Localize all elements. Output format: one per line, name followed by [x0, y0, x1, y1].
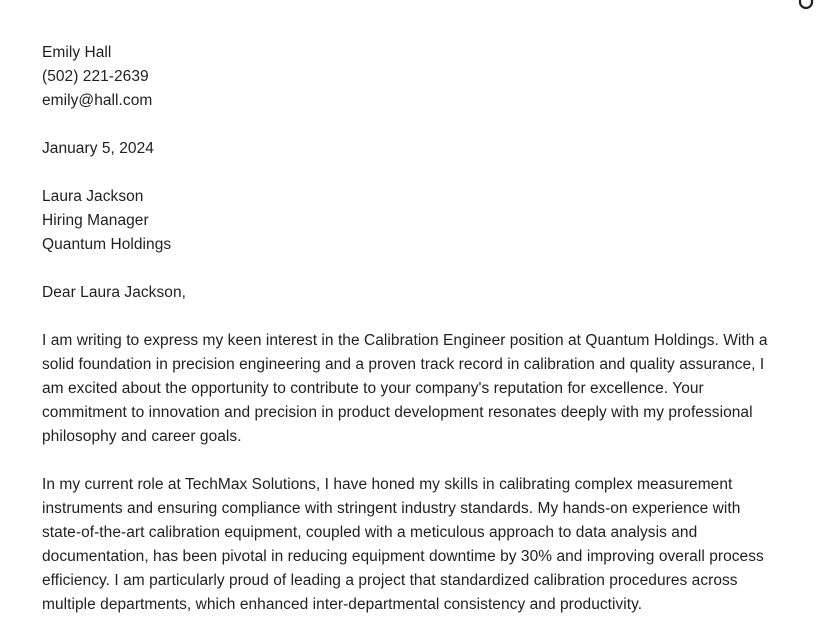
sender-email: emily@hall.com: [42, 92, 153, 109]
paragraph-line: state-of-the-art calibration equipment, coupled with a meticulous approach to data analysis and: [42, 524, 698, 541]
spacer: [42, 305, 798, 329]
cover-letter: [42, 41, 798, 617]
salutation: Dear Laura Jackson,: [42, 284, 186, 301]
paragraph-line: multiple departments, which enhanced inter-departmental consistency and productivity.: [42, 596, 643, 613]
spacer: [42, 161, 798, 185]
paragraph-line: commitment to innovation and precision in product development resonates deeply with my professional: [42, 404, 753, 421]
paragraph-line: philosophy and career goals.: [42, 428, 242, 445]
paragraph-line: I am writing to express my keen interest in the Calibration Engineer position at Quantum Holdings. With a: [42, 332, 768, 349]
sender-name: Emily Hall: [42, 44, 112, 61]
paragraph-line: instruments and ensuring compliance with stringent industry standards. My hands-on experience with: [42, 500, 741, 517]
sender-phone: (502) 221-2639: [42, 68, 149, 85]
paragraph-line: solid foundation in precision engineering and a proven track record in calibration and quality assurance, I: [42, 356, 765, 373]
paragraph-line: am excited about the opportunity to contribute to your company's reputation for excellence. Your: [42, 380, 704, 397]
paragraph-2: [42, 473, 798, 617]
recipient-name: Laura Jackson: [42, 188, 144, 205]
recipient-block: [42, 185, 798, 257]
paragraph-1: [42, 329, 798, 449]
spacer: [42, 449, 798, 473]
recipient-company: Quantum Holdings: [42, 236, 172, 253]
sender-block: [42, 41, 798, 113]
corner-partial-glyph-icon: [798, 0, 814, 12]
recipient-title: Hiring Manager: [42, 212, 149, 229]
paragraph-line: efficiency. I am particularly proud of leading a project that standardized calibration procedures across: [42, 572, 738, 589]
letter-date: January 5, 2024: [42, 140, 154, 157]
paragraph-line: In my current role at TechMax Solutions, I have honed my skills in calibrating complex measurement: [42, 476, 733, 493]
spacer: [42, 113, 798, 137]
paragraph-line: documentation, has been pivotal in reducing equipment downtime by 30% and improving overall process: [42, 548, 764, 565]
spacer: [42, 257, 798, 281]
